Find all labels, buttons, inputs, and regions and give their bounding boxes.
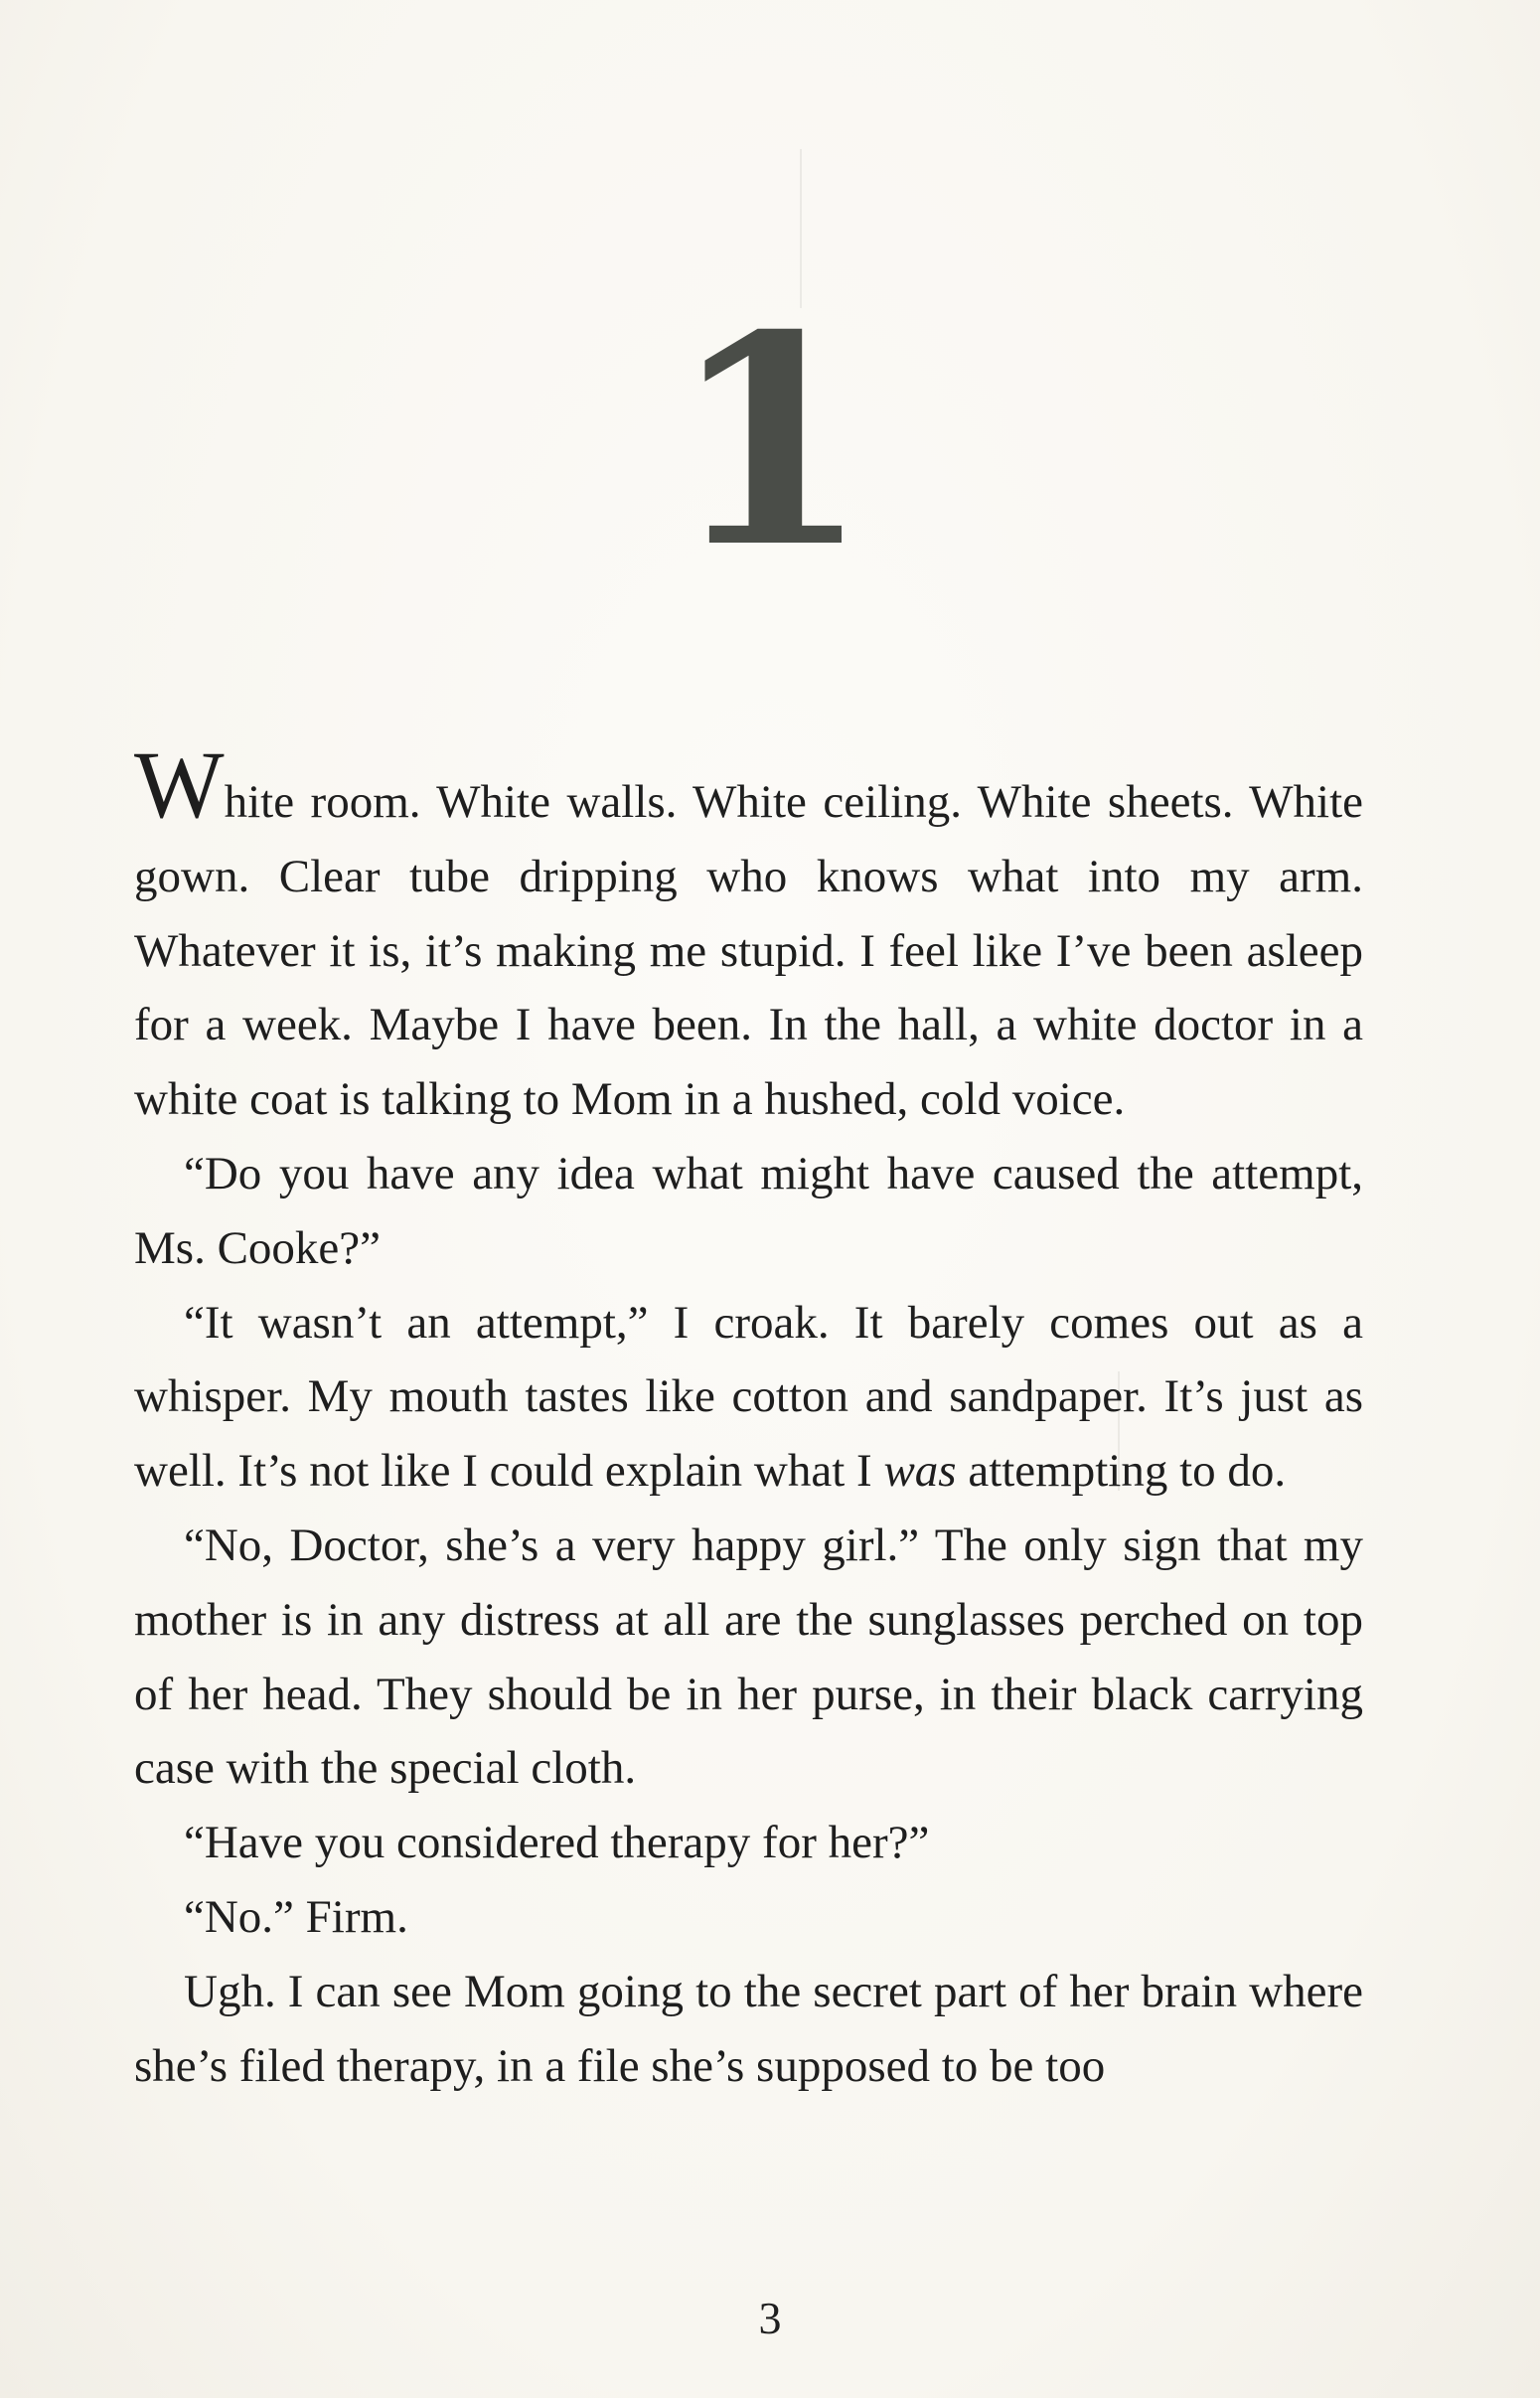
paragraph-text: attempting to do.: [956, 1445, 1287, 1498]
paragraph-text: “No, Doctor, she’s a very happy girl.” The only sign that my mother is in any distress at all are the sunglasses perched on top of her head. They should be in her purse, in their black carrying case with the special cloth.: [134, 1519, 1363, 1795]
paragraph-text: hite room. White walls. White ceiling. White sheets. White gown. Clear tube dripping who knows what into my arm. Whatever it is, it’s making me stupid. I feel like I’ve been asleep for a week. Maybe I have been. In the hall, a white doctor in a white coat is talking to Mom in a hushed, cold voice.: [134, 776, 1363, 1126]
paragraph: [134, 1137, 1363, 1286]
paragraph: [134, 1806, 1363, 1880]
paragraph-text: “It wasn’t an attempt,” I croak. It barely comes out as a whisper. My mouth tastes like cotton and sandpaper. It’s just as well. It’s not like I could explain what I: [134, 1296, 1363, 1498]
page-number: 3: [758, 2293, 782, 2343]
paragraph-text: “No.” Firm.: [184, 1890, 408, 1943]
paragraph: [134, 1286, 1363, 1509]
paragraph-text: Ugh. I can see Mom going to the secret part of her brain where she’s filed therapy, in a file she’s supposed to be too: [134, 1965, 1363, 2092]
chapter-number: 1: [670, 273, 870, 611]
paragraph: [134, 1955, 1363, 2104]
drop-cap: W: [134, 731, 225, 838]
body-text: [134, 731, 1363, 2103]
paragraph: [134, 1880, 1363, 1955]
paragraph-text: “Have you considered therapy for her?”: [184, 1817, 930, 1869]
paragraph: [134, 1509, 1363, 1806]
paragraph-text: “Do you have any idea what might have caused the attempt, Ms. Cooke?”: [134, 1147, 1363, 1274]
paragraph: [134, 731, 1363, 1137]
italic-text: was: [883, 1445, 957, 1498]
